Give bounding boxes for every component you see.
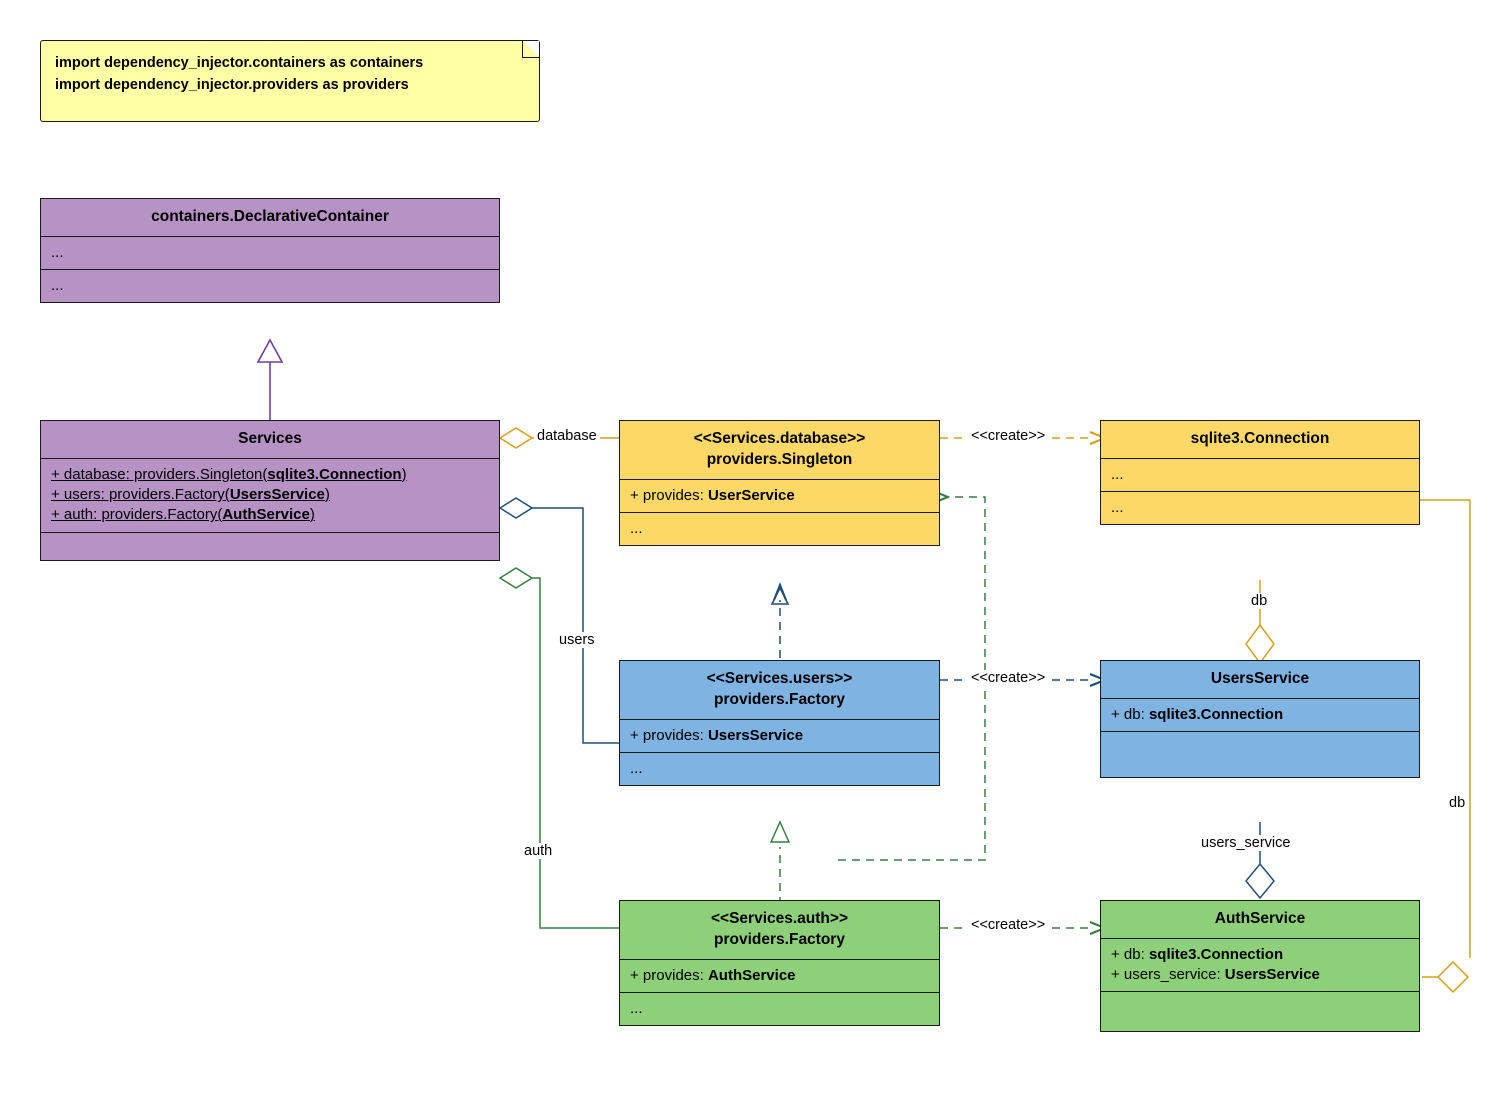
class-attributes: + provides: UsersService (620, 719, 939, 752)
edge-label-create-users: <<create>> (968, 670, 1048, 686)
class-declarative-container[interactable] (40, 198, 500, 303)
class-title: AuthService (1214, 910, 1306, 927)
note-fold-icon (522, 41, 539, 58)
note-line-2: import dependency_injector.providers as providers (55, 76, 409, 93)
class-title: sqlite3.Connection (1190, 430, 1330, 447)
class-title: Services (238, 430, 302, 447)
edge-label-create-database: <<create>> (968, 428, 1048, 444)
class-services-users-provider[interactable] (619, 660, 940, 786)
class-name: providers.Singleton (706, 450, 853, 468)
class-services-database-provider[interactable] (619, 420, 940, 546)
edge-label-db-users: db (1248, 593, 1270, 609)
class-title: UsersService (1210, 670, 1310, 687)
class-operations: ... (1101, 491, 1419, 524)
edge-label-db-auth: db (1446, 795, 1468, 811)
note-line-1: import dependency_injector.containers as containers (55, 55, 424, 71)
class-name: providers.Factory (714, 930, 845, 948)
class-attributes (41, 458, 499, 532)
class-auth-service[interactable] (1100, 900, 1420, 1032)
class-services-auth-provider[interactable] (619, 900, 940, 1026)
class-operations (41, 532, 499, 560)
class-services[interactable] (40, 420, 500, 561)
class-sqlite3-connection[interactable] (1100, 420, 1420, 525)
edge-label-database: database (534, 428, 600, 444)
class-operations: ... (620, 512, 939, 545)
class-operations: ... (41, 269, 499, 302)
class-attributes: + provides: AuthService (620, 959, 939, 992)
class-title (620, 661, 939, 719)
class-attributes (1101, 938, 1419, 992)
edge-label-auth: auth (521, 843, 555, 859)
stereotype: <<Services.database>> (693, 430, 866, 447)
class-attributes: + db: sqlite3.Connection (1101, 698, 1419, 731)
class-name: providers.Factory (714, 690, 845, 708)
attribute-users-service: + users_service: UsersService (1111, 966, 1320, 984)
edge-label-users: users (556, 632, 597, 648)
class-operations (1101, 991, 1419, 1031)
class-operations: ... (620, 752, 939, 785)
class-attributes: ... (1101, 458, 1419, 491)
attribute-database: + database: providers.Singleton(sqlite3.Connection) (51, 465, 407, 483)
class-attributes: ... (41, 236, 499, 269)
edge-label-users-service: users_service (1198, 835, 1293, 851)
attribute-db: + db: sqlite3.Connection (1111, 945, 1284, 963)
stereotype: <<Services.auth>> (710, 910, 848, 927)
class-title (620, 421, 939, 479)
edge-label-create-auth: <<create>> (968, 917, 1048, 933)
class-operations: ... (620, 992, 939, 1025)
class-title: containers.DeclarativeContainer (151, 208, 389, 225)
class-attributes: + provides: UserService (620, 479, 939, 512)
attribute-auth: + auth: providers.Factory(AuthService) (51, 506, 315, 524)
class-title (620, 901, 939, 959)
stereotype: <<Services.users>> (706, 670, 853, 687)
class-operations (1101, 731, 1419, 777)
attribute-users: + users: providers.Factory(UsersService) (51, 486, 330, 504)
class-users-service[interactable] (1100, 660, 1420, 778)
import-note (40, 40, 540, 122)
